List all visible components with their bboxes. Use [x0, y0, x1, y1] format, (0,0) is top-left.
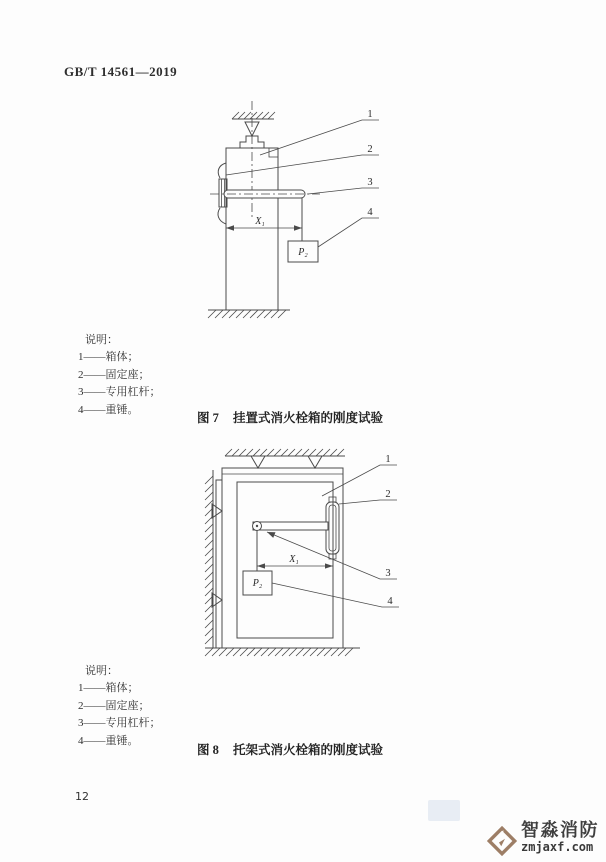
callout-1: 1 — [385, 454, 391, 465]
figure8-legend — [78, 663, 161, 750]
figure7-weight — [288, 241, 318, 262]
legend-title: 说明： — [85, 665, 118, 677]
brand-name: 智淼消防 — [521, 820, 599, 840]
figure7-ceiling-support — [232, 101, 275, 217]
weight-label: P₂ — [252, 578, 263, 589]
figure8-weight — [243, 571, 272, 595]
scan-artifact — [428, 800, 460, 821]
brand-website: zmjaxf.com — [521, 840, 594, 854]
callout-4: 4 — [367, 207, 373, 218]
callout-1: 1 — [367, 109, 373, 120]
legend-item-3: 3——专用杠杆； — [78, 386, 161, 399]
figure8-diagram — [190, 440, 420, 668]
legend-item-4: 4——重锤。 — [78, 734, 139, 747]
figure7-dimension — [226, 216, 302, 231]
figure8-ceiling-support — [225, 449, 345, 468]
leader3-arrowhead — [267, 532, 276, 538]
page-number: 12 — [75, 790, 89, 803]
standard-code: GB/T 14561—2019 — [64, 64, 178, 79]
callout-2: 2 — [385, 489, 391, 500]
wall-plate — [216, 480, 222, 648]
figure8-caption-title: 托架式消火栓箱的刚度试验 — [232, 743, 383, 757]
figure7-diagram — [180, 95, 420, 330]
callout-3: 3 — [385, 568, 391, 579]
watermark — [487, 820, 599, 856]
callout-2: 2 — [367, 144, 373, 155]
figure7-legend — [78, 332, 161, 419]
weight-label: P₂ — [298, 247, 308, 258]
figure7-ground — [208, 310, 290, 318]
dimension-label: X₁ — [255, 216, 265, 227]
figure8-box-body — [222, 468, 343, 648]
legend-item-2: 2——固定座； — [78, 699, 150, 712]
dimension-label: X₁ — [289, 554, 299, 565]
figure7-caption-title: 挂置式消火栓箱的刚度试验 — [232, 411, 383, 425]
callout-4: 4 — [387, 596, 393, 607]
legend-item-3: 3——专用杠杆； — [78, 717, 161, 730]
figure8-caption — [0, 740, 580, 758]
figure8-caption-label: 图 8 — [197, 743, 219, 757]
figure7-caption-label: 图 7 — [197, 411, 219, 425]
figure8-wall-support — [205, 470, 222, 648]
figure8-dimension — [257, 554, 333, 569]
figure7-caption — [0, 408, 580, 426]
legend-title: 说明： — [85, 334, 118, 346]
legend-item-4: 4——重锤。 — [78, 403, 139, 416]
legend-item-2: 2——固定座； — [78, 368, 150, 381]
brand-diamond-icon — [487, 826, 517, 856]
ceiling-hangers — [251, 456, 322, 468]
figure8-ground — [205, 648, 360, 656]
legend-item-1: 1——箱体； — [78, 351, 139, 364]
legend-item-1: 1——箱体； — [78, 682, 139, 695]
callout-3: 3 — [367, 177, 373, 188]
